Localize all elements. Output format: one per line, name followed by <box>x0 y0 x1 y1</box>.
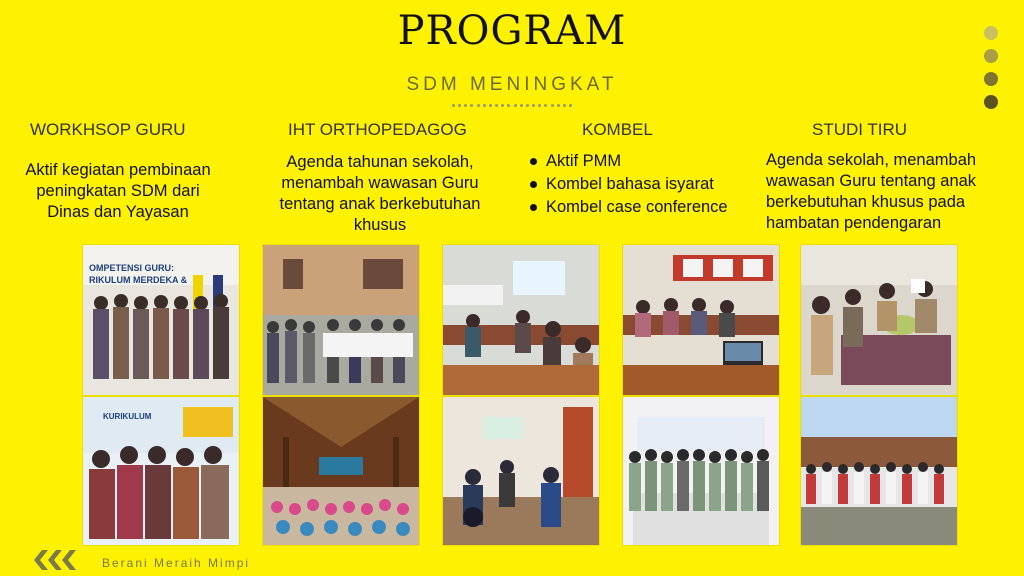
heading-workshop-guru: WORKHSOP GURU <box>30 120 186 139</box>
text-line: khusus <box>353 216 407 234</box>
photo-iht-2 <box>262 396 420 546</box>
photo-workshop-guru-1 <box>82 244 240 396</box>
photo-studi-tiru-1 <box>800 244 958 396</box>
text-line: peningkatan SDM dari <box>36 182 200 200</box>
photo-workshop-guru-2 <box>82 396 240 546</box>
banner-text: RIKULUM MERDEKA & <box>89 275 188 285</box>
list-item: Aktif PMM <box>530 150 728 173</box>
dot-icon <box>984 95 998 109</box>
dot-icon <box>984 26 998 40</box>
text-line: Agenda tahunan sekolah, <box>286 153 474 171</box>
dot-icon <box>984 49 998 63</box>
photo-kombel-2 <box>622 244 780 396</box>
text-line: Aktif kegiatan pembinaan <box>25 161 211 179</box>
text-line: hambatan pendengaran <box>766 214 942 232</box>
list-item: Kombel case conference <box>530 196 728 219</box>
photo-kombel-1 <box>442 244 600 396</box>
list-item: Kombel bahasa isyarat <box>530 173 728 196</box>
text-line: Dinas dan Yayasan <box>47 203 189 221</box>
footer-tagline: Berani Meraih Mimpi <box>102 556 251 570</box>
heading-iht-orthopedagog: IHT ORTHOPEDAGOG <box>288 120 467 139</box>
dot-icon <box>984 72 998 86</box>
kombel-bullet-list <box>530 150 728 219</box>
photo-iht-1 <box>262 244 420 396</box>
text-line: tentang anak berkebutuhan <box>279 195 481 213</box>
text-workshop-guru <box>0 160 236 223</box>
text-line: Agenda sekolah, menambah <box>766 151 977 169</box>
banner-text: KURIKULUM <box>103 412 152 421</box>
photo-kombel-4 <box>622 396 780 546</box>
page-subtitle: SDM MENINGKAT <box>406 74 618 95</box>
text-iht-orthopedagog <box>252 152 508 236</box>
page-title: PROGRAM <box>397 8 627 54</box>
text-studi-tiru <box>766 150 1016 234</box>
chevrons-left-icon <box>32 550 84 575</box>
text-line: menambah wawasan Guru <box>281 174 479 192</box>
banner-text: OMPETENSI GURU: <box>89 263 175 273</box>
dotted-divider <box>452 104 572 108</box>
heading-studi-tiru: STUDI TIRU <box>812 120 908 139</box>
photo-kombel-3 <box>442 396 600 546</box>
heading-kombel: KOMBEL <box>582 120 653 139</box>
decorative-dots <box>984 26 998 109</box>
text-line: berkebutuhan khusus pada <box>766 193 966 211</box>
photo-studi-tiru-2 <box>800 396 958 546</box>
text-line: wawasan Guru tentang anak <box>766 172 977 190</box>
